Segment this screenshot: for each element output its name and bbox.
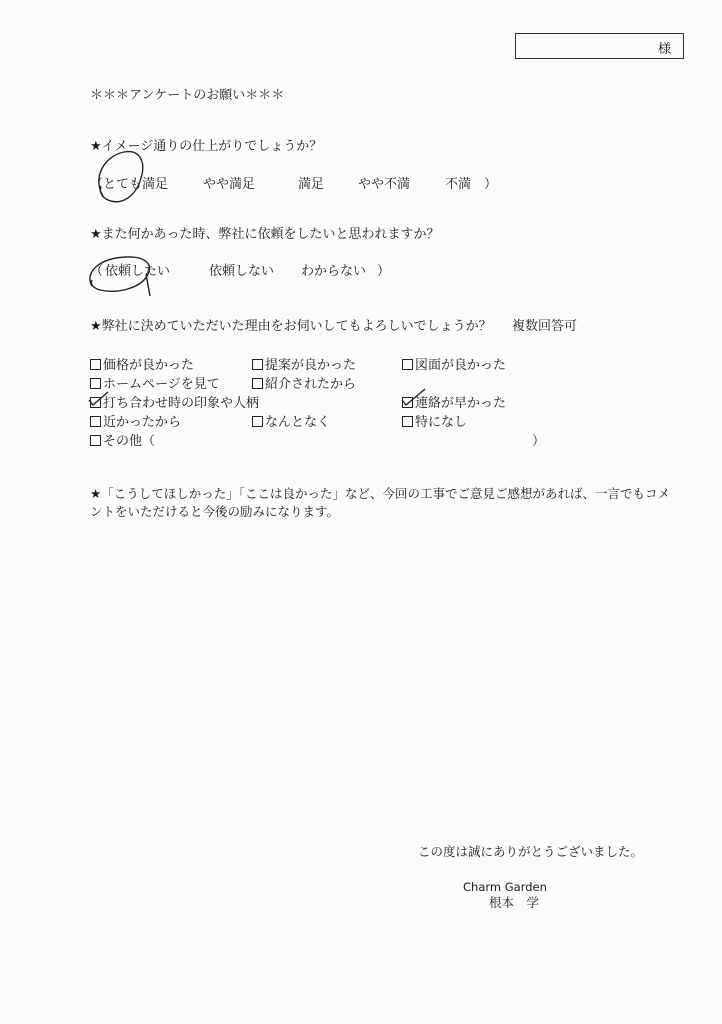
q3-option-label: 連絡が早かった <box>415 396 507 411</box>
q3-option-drawings[interactable] <box>402 358 506 374</box>
q1-option-satisfied[interactable]: 満足 <box>298 177 325 192</box>
checkbox[interactable] <box>90 435 101 446</box>
thanks-message: この度は誠にありがとうございました。 <box>418 844 644 859</box>
q1-option-somewhat-dissatisfied[interactable]: やや不満 <box>358 177 411 192</box>
q3-option-price[interactable] <box>90 358 194 374</box>
q4-prompt-line2: ントをいただけると今後の励みになります。 <box>90 504 340 519</box>
checkbox[interactable] <box>402 416 413 427</box>
q1-close-paren: ） <box>484 177 498 192</box>
q3-option-impression[interactable] <box>90 396 259 412</box>
q3-option-nearby[interactable] <box>90 415 181 431</box>
q3-option-none[interactable] <box>402 415 467 431</box>
q1-open-paren: （ <box>90 177 104 192</box>
honorific-label: 様 <box>657 42 671 57</box>
company-name: Charm Garden <box>463 880 547 894</box>
q3-other-close-paren: ） <box>532 434 546 449</box>
q1-option-dissatisfied[interactable]: 不満 <box>445 177 472 192</box>
q3-option-label: ホームページを見て <box>103 377 220 392</box>
q2-option-dont-know[interactable]: わからない <box>301 264 367 279</box>
q3-option-label: なんとなく <box>265 415 331 430</box>
q3-multiple-answers-note: 複数回答可 <box>512 319 578 334</box>
q3-option-label: 打ち合わせ時の印象や人柄 <box>103 396 260 411</box>
q3-option-label: 提案が良かった <box>265 358 357 373</box>
q3-option-no-reason[interactable] <box>252 415 330 431</box>
q3-option-quick-contact[interactable] <box>402 396 506 412</box>
survey-title: ＊＊＊アンケートのお願い＊＊＊ <box>90 88 285 103</box>
q2-close-paren: ） <box>377 264 391 279</box>
q4-prompt-line1: ★「こうしてほしかった」「ここは良かった」など、今回の工事でご意見ご感想があれば、一言でもコメ <box>90 486 670 501</box>
q3-option-proposal[interactable] <box>252 358 356 374</box>
q3-option-label: その他（ <box>103 434 156 449</box>
q3-question: ★弊社に決めていただいた理由をお伺いしてもよろしいでしょうか？ <box>90 319 492 334</box>
q3-option-label: 図面が良かった <box>415 358 507 373</box>
q3-option-label: 特になし <box>415 415 468 430</box>
q2-option-would-request[interactable]: 依頼したい <box>105 264 171 279</box>
q2-open-paren: （ <box>90 264 104 279</box>
q3-option-label: 価格が良かった <box>103 358 195 373</box>
q3-option-referral[interactable] <box>252 377 356 393</box>
q1-option-somewhat-satisfied[interactable]: やや満足 <box>203 177 256 192</box>
q2-question: ★また何かあった時、弊社に依頼をしたいと思われますか？ <box>90 227 440 242</box>
q3-option-other[interactable] <box>90 434 155 450</box>
checkbox[interactable] <box>252 378 263 389</box>
checkbox-checked[interactable] <box>90 397 101 408</box>
q3-option-label: 近かったから <box>103 415 182 430</box>
checkbox-checked[interactable] <box>402 397 413 408</box>
q2-option-would-not-request[interactable]: 依頼しない <box>209 264 275 279</box>
q3-option-label: 紹介されたから <box>265 377 357 392</box>
q1-option-very-satisfied[interactable]: とても満足 <box>103 177 169 192</box>
q1-question: ★イメージ通りの仕上がりでしょうか？ <box>90 139 323 154</box>
checkbox[interactable] <box>90 359 101 370</box>
person-name: 根本 学 <box>489 895 540 910</box>
checkbox[interactable] <box>90 378 101 389</box>
checkbox[interactable] <box>90 416 101 427</box>
checkbox[interactable] <box>252 359 263 370</box>
recipient-name-box[interactable] <box>515 33 684 59</box>
checkbox[interactable] <box>252 416 263 427</box>
q3-option-website[interactable] <box>90 377 220 393</box>
checkbox[interactable] <box>402 359 413 370</box>
